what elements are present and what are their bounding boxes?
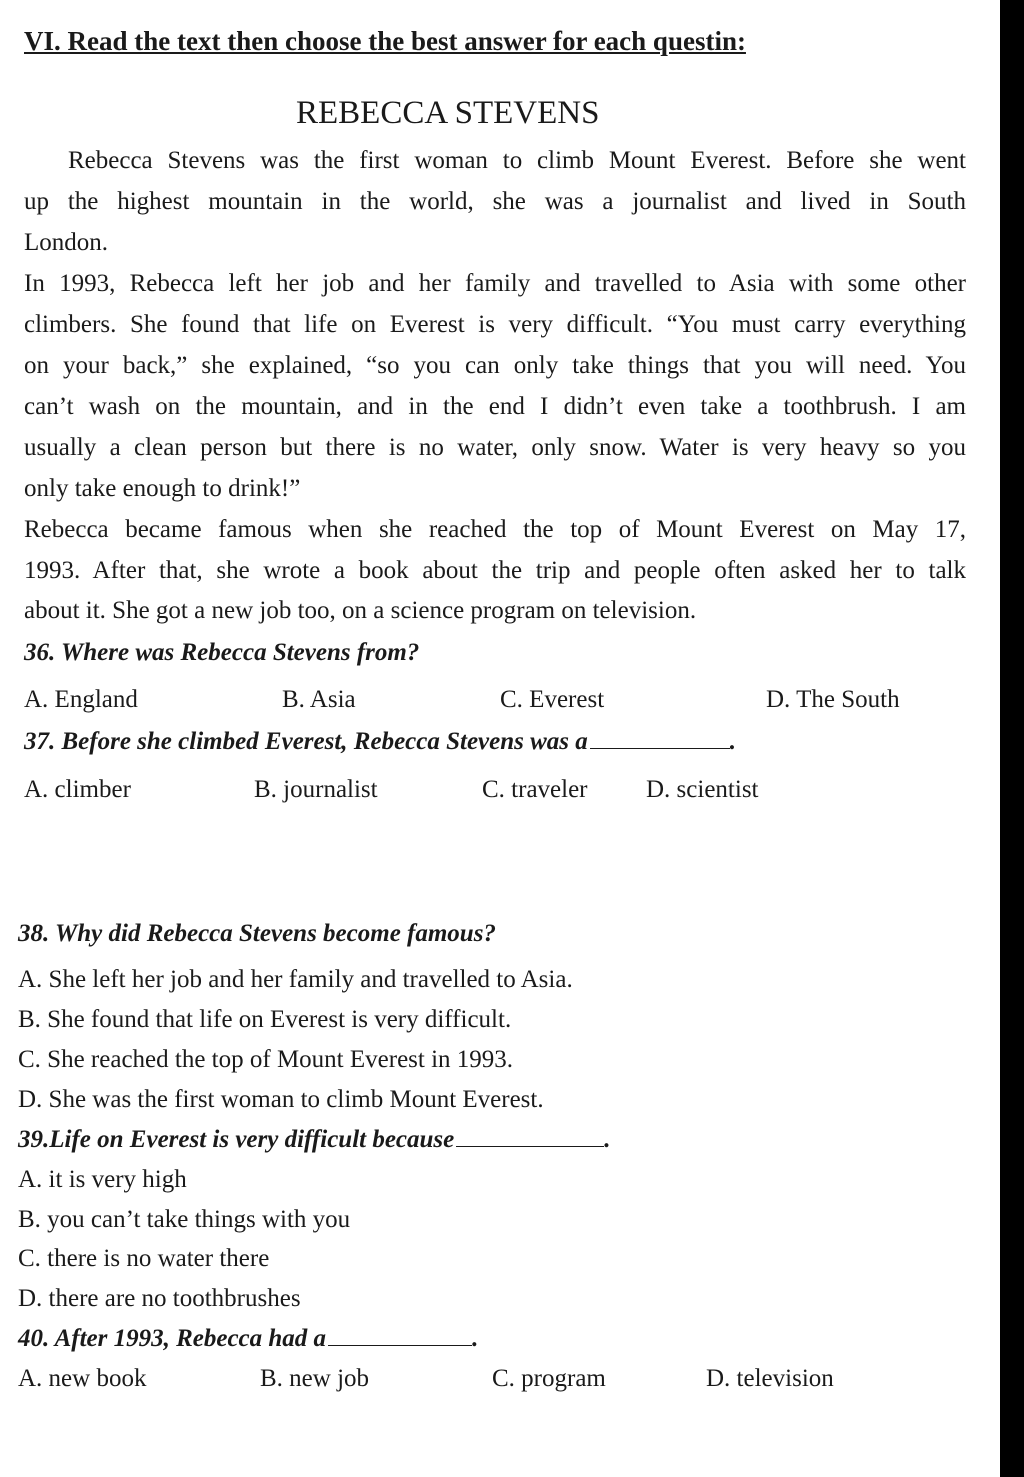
answer-option[interactable]: B. Asia — [282, 686, 356, 713]
answer-option[interactable]: D. scientist — [646, 776, 759, 803]
passage-line: Rebecca became famous when she reached the top of Mount Everest on May 17, — [24, 516, 966, 543]
question-stem-end: . — [472, 1325, 479, 1352]
answer-option[interactable]: C. Everest — [500, 686, 605, 713]
answer-option[interactable]: C. She reached the top of Mount Everest in 1993. — [18, 1046, 514, 1073]
passage-title: REBECCA STEVENS — [296, 95, 600, 131]
answer-option[interactable]: B. journalist — [254, 776, 378, 803]
question-stem-text: 40. After 1993, Rebecca had a — [18, 1325, 327, 1352]
answer-option[interactable]: B. new job — [260, 1365, 370, 1392]
question-stem — [24, 725, 736, 759]
passage-line: about it. She got a new job too, on a science program on television. — [24, 597, 697, 624]
section-heading: VI. Read the text then choose the best answer for each questin: — [24, 26, 746, 56]
question-stem: 38. Why did Rebecca Stevens become famous? — [18, 920, 496, 947]
passage-line: can’t wash on the mountain, and in the end I didn’t even take a toothbrush. I am — [24, 393, 966, 420]
question-stem-end: . — [604, 1126, 611, 1153]
answer-option[interactable]: A. She left her job and her family and travelled to Asia. — [18, 966, 573, 993]
passage-line: In 1993, Rebecca left her job and her family and travelled to Asia with some other — [24, 270, 966, 297]
passage-line: up the highest mountain in the world, she was a journalist and lived in South — [24, 188, 966, 215]
answer-option[interactable]: C. there is no water there — [18, 1245, 270, 1272]
question-stem-text: 39.Life on Everest is very difficult because — [18, 1126, 455, 1153]
passage-line: on your back,” she explained, “so you can only take things that you will need. You — [24, 352, 966, 379]
answer-option[interactable]: A. climber — [24, 776, 131, 803]
answer-option[interactable]: C. traveler — [482, 776, 588, 803]
passage-line: usually a clean person but there is no water, only snow. Water is very heavy so you — [24, 434, 966, 461]
answer-option[interactable]: A. it is very high — [18, 1166, 187, 1193]
answer-option[interactable]: C. program — [492, 1365, 606, 1392]
question-stem — [18, 1123, 611, 1157]
answer-option[interactable]: B. She found that life on Everest is very difficult. — [18, 1006, 512, 1033]
passage-line: Rebecca Stevens was the first woman to climb Mount Everest. Before she went — [68, 147, 966, 174]
answer-option[interactable]: D. The South — [766, 686, 900, 713]
passage-line: London. — [24, 229, 109, 256]
answer-option[interactable]: D. She was the first woman to climb Mount Everest. — [18, 1086, 544, 1113]
answer-blank — [590, 744, 730, 749]
answer-option[interactable]: A. England — [24, 686, 138, 713]
question-stem: 36. Where was Rebecca Stevens from? — [24, 639, 420, 666]
question-stem-text: 37. Before she climbed Everest, Rebecca Stevens was a — [24, 728, 588, 755]
passage-line: 1993. After that, she wrote a book about the trip and people often asked her to talk — [24, 557, 966, 584]
question-stem — [18, 1322, 478, 1356]
question-stem-end: . — [729, 728, 737, 755]
passage-line: climbers. She found that life on Everest is very difficult. “You must carry everything — [24, 311, 966, 338]
answer-option[interactable]: D. television — [706, 1365, 834, 1392]
passage-line: only take enough to drink!” — [24, 475, 301, 502]
answer-option[interactable]: D. there are no toothbrushes — [18, 1285, 301, 1312]
answer-blank — [456, 1142, 604, 1147]
answer-blank — [328, 1341, 472, 1346]
right-edge-border — [1000, 0, 1024, 1477]
answer-option[interactable]: B. you can’t take things with you — [18, 1206, 351, 1233]
answer-option[interactable]: A. new book — [18, 1365, 147, 1392]
